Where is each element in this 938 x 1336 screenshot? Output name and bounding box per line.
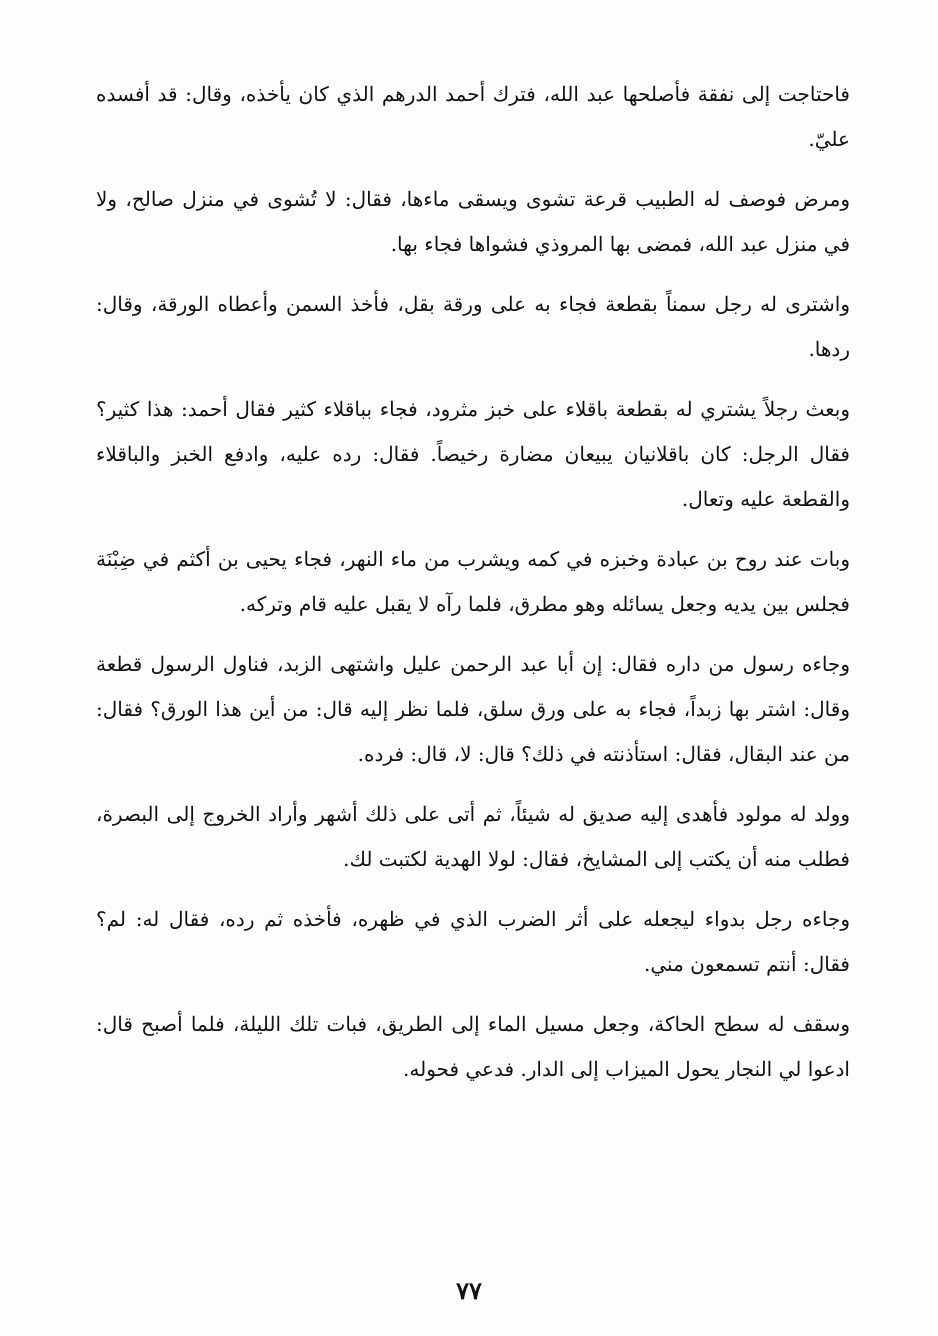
paragraph-2: ومرض فوصف له الطبيب قرعة تشوى ويسقى ماءها، فقال: لا تُشوى في منزل صالح، ولا في منزل عبد الله، فمضى بها المروذي فشواها فجاء بها. (96, 187, 850, 256)
paragraph-8: وجاءه رجل بدواء ليجعله على أثر الضرب الذي في ظهره، فأخذه ثم رده، فقال له: لم؟ فقال: أنتم تسمعون مني. (96, 907, 850, 976)
page-body (96, 72, 850, 1107)
paragraph-3: واشترى له رجل سمناً بقطعة فجاء به على ورقة بقل، فأخذ السمن وأعطاه الورقة، وقال: ردها. (96, 292, 850, 361)
paragraph-1: فاحتاجت إلى نفقة فأصلحها عبد الله، فترك أحمد الدرهم الذي كان يأخذه، وقال: قد أفسده عليّ. (96, 82, 850, 151)
paragraph-4: وبعث رجلاً يشتري له بقطعة باقلاء على خبز مثرود، فجاء بباقلاء كثير فقال أحمد: هذا كثير؟ فقال الرجل: كان باقلانيان يبيعان مضارة رخيصاً. فقال: رده عليه، وادفع الخبز والباقلاء والقطعة عليه وتعال. (96, 397, 851, 511)
paragraph-7: وولد له مولود فأهدى إليه صديق له شيئاً، ثم أتى على ذلك أشهر وأراد الخروج إلى البصرة، فطلب منه أن يكتب إلى المشايخ، فقال: لولا الهدية لكتبت لك. (96, 802, 850, 871)
paragraph-9: وسقف له سطح الحاكة، وجعل مسيل الماء إلى الطريق، فبات تلك الليلة، فلما أصبح قال: ادعوا لي النجار يحول الميزاب إلى الدار. فدعي فحوله. (96, 1012, 850, 1081)
paragraph-6: وجاءه رسول من داره فقال: إن أبا عبد الرحمن عليل واشتهى الزبد، فناول الرسول قطعة وقال: اشتر بها زبداً، فجاء به على ورق سلق، فلما نظر إليه قال: من أين هذا الورق؟ فقال: من عند البقال، فقال: استأذنته في ذلك؟ قال: لا، قال: فرده. (96, 652, 850, 766)
paragraph-5: وبات عند روح بن عبادة وخبزه في كمه ويشرب من ماء النهر، فجاء يحيى بن أكثم في ضِبْنَة فجلس بين يديه وجعل يسائله وهو مطرق، فلما رآه لا يقبل عليه قام وتركه. (96, 547, 850, 616)
page-number: ٧٧ (456, 1276, 482, 1305)
